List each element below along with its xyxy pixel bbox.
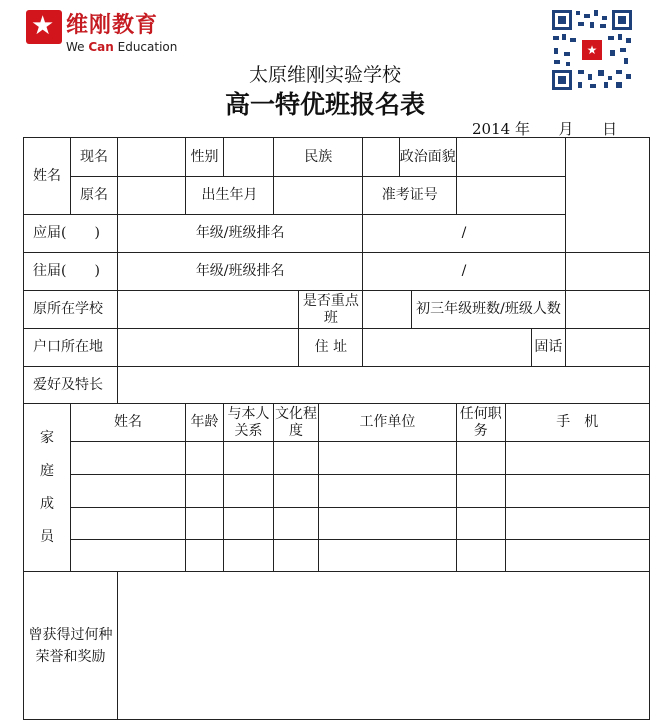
political-status-label: 政治面貌	[399, 138, 457, 177]
landline-field[interactable]	[565, 329, 649, 367]
family-row	[24, 540, 650, 572]
name-group-label: 姓名	[24, 138, 71, 215]
key-class-label: 是否重点班	[299, 291, 363, 329]
birth-date-field[interactable]	[274, 177, 363, 215]
registration-form-table	[23, 137, 650, 720]
exam-id-label: 准考证号	[363, 177, 457, 215]
photo-box[interactable]	[565, 138, 649, 253]
fresh-grad-label: 应届( )	[24, 215, 118, 253]
fresh-grade-rank-label: 年级/班级排名	[117, 215, 362, 253]
ethnicity-field[interactable]	[363, 138, 399, 177]
repeat-grade-rank-field[interactable]: /	[363, 253, 565, 291]
key-class-field[interactable]	[363, 291, 412, 329]
family-row	[24, 442, 650, 475]
hobbies-label: 爱好及特长	[24, 367, 118, 404]
prev-school-label: 原所在学校	[24, 291, 118, 329]
fresh-grade-rank-field[interactable]: /	[363, 215, 565, 253]
form-date: 2014 年 月 日	[472, 120, 618, 138]
form-title: 高一特优班报名表	[224, 90, 425, 119]
family-col-name: 姓名	[70, 404, 185, 442]
former-name-field[interactable]	[117, 177, 185, 215]
junior3-count-label: 初三年级班数/班级人数	[412, 291, 565, 329]
prev-school-field[interactable]	[117, 291, 298, 329]
household-label: 户口所在地	[24, 329, 118, 367]
birth-date-label: 出生年月	[186, 177, 274, 215]
honors-label	[24, 572, 118, 720]
repeat-extra-field[interactable]	[565, 253, 649, 291]
svg-text:★: ★	[586, 43, 598, 57]
honors-field[interactable]	[117, 572, 649, 720]
family-col-mobile: 手 机	[505, 404, 649, 442]
ethnicity-label: 民族	[274, 138, 363, 177]
address-label: 住 址	[299, 329, 363, 367]
school-name: 太原维刚实验学校	[248, 64, 401, 86]
family-col-employer: 工作单位	[318, 404, 456, 442]
hobbies-field[interactable]	[117, 367, 649, 404]
gender-field[interactable]	[223, 138, 273, 177]
repeat-grad-label: 往届( )	[24, 253, 118, 291]
logo-english-name: We Can Education	[66, 40, 178, 54]
current-name-field[interactable]	[117, 138, 185, 177]
repeat-grade-rank-label: 年级/班级排名	[117, 253, 362, 291]
current-name-label: 现名	[70, 138, 117, 177]
political-status-field[interactable]	[457, 138, 565, 177]
junior3-count-field[interactable]	[565, 291, 649, 329]
family-col-position: 任何职务	[457, 404, 506, 442]
logo-badge-icon: ★	[26, 10, 62, 44]
family-vertical-text: 家 庭 成 员	[39, 429, 54, 545]
household-field[interactable]	[117, 329, 298, 367]
family-row	[24, 475, 650, 508]
gender-label: 性别	[186, 138, 224, 177]
family-col-age: 年龄	[186, 404, 224, 442]
logo-chinese-name: 维刚教育	[66, 13, 159, 38]
family-row	[24, 508, 650, 540]
school-logo	[26, 8, 196, 58]
address-field[interactable]	[363, 329, 532, 367]
honors-text: 曾获得过何种荣誉和奖励	[28, 626, 113, 665]
landline-label: 固话	[532, 329, 565, 367]
family-col-education: 文化程度	[274, 404, 319, 442]
exam-id-field[interactable]	[457, 177, 565, 215]
family-label	[24, 404, 71, 572]
former-name-label: 原名	[70, 177, 117, 215]
family-col-relation: 与本人关系	[223, 404, 273, 442]
